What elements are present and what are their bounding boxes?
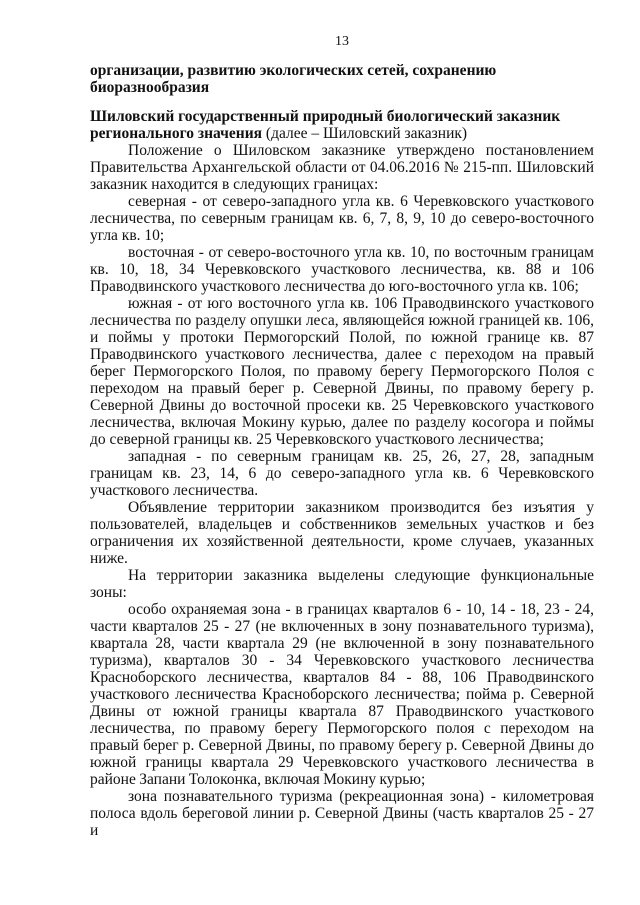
paragraph-west-border: западная - по северным границам кв. 25, 26, 27, 28, западным границам кв. 23, 14, 6 до северо-западного угла кв. 6 Черевковского участкового лесничества. — [90, 448, 594, 499]
top-heading: организации, развитию экологических сетей, сохранению биоразнообразия — [90, 62, 497, 96]
paragraph-tourism-zone: зона познавательного туризма (рекреационная зона) - километровая полоса вдоль береговой линии р. Северной Двины (часть кварталов 25 - 27 и — [90, 788, 594, 839]
section-title — [90, 108, 594, 142]
section-title-bold: Шиловский государственный природный биологический заказник регионального значения — [90, 108, 561, 142]
page-number: 13 — [335, 34, 349, 49]
paragraph-protected-zone: особо охраняемая зона - в границах кварталов 6 - 10, 14 - 18, 23 - 24, части кварталов 25 - 27 (не включенных в зону познавательного туризма), квартала 28, части квартала 29 (не включенной в зону познавательного туризма), кварталов 30 - 34 Черевковского участкового лесничества Красноборского лесничества, кварталов 84 - 88, 106 Праводвинского участкового лесничества Красноборского лесничества; пойма р. Северной Двины от южной границы квартала 87 Праводвинского участкового лесничества, по правому берегу Пермогорского полоя с переходом на правый берег р. Северной Двины, по правому берегу р. Северной Двины до южной границы квартала 29 Черевковского участкового лесничества в районе Запани Толоконка, включая Мокину курью; — [90, 601, 594, 788]
paragraph-intro: Положение о Шиловском заказнике утверждено постановлением Правительства Архангельской области от 04.06.2016 № 215-пп. Шиловский заказник находится в следующих границах: — [90, 142, 594, 193]
paragraph-south-border: южная - от юго восточного угла кв. 106 Праводвинского участкового лесничества по разделу опушки леса, являющейся южной границей кв. 106, и поймы у протоки Пермогорский Полой, по южной границе кв. 87 Праводвинского участкового лесничества, далее с переходом на правый берег Пермогорского Полоя, по правому берегу Пермогорского Полоя с переходом на правый берег р. Северной Двины, по правому берегу р. Северной Двины до восточной просеки кв. 25 Черевковского участкового лесничества, включая Мокину курью, далее по разделу косогора и поймы до северной границы кв. 25 Черевковского участкового лесничества; — [90, 295, 594, 448]
paragraph-north-border: северная - от северо-западного угла кв. 6 Черевковского участкового лесничества, по северным границам кв. 6, 7, 8, 9, 10 до северо-восточного угла кв. 10; — [90, 193, 594, 244]
document-page — [90, 34, 594, 839]
paragraph-zones-intro: На территории заказника выделены следующие функциональные зоны: — [90, 567, 594, 601]
section-title-suffix: (далее – Шиловский заказник) — [262, 125, 468, 142]
paragraph-east-border: восточная - от северо-восточного угла кв. 10, по восточным границам кв. 10, 18, 34 Черевковского участкового лесничества, кв. 88 и 106 Праводвинского участкового лесничества до юго-восточного угла кв. 106; — [90, 244, 594, 295]
paragraph-declaration: Объявление территории заказником производится без изъятия у пользователей, владельцев и собственников земельных участков и без ограничения их хозяйственной деятельности, кроме случаев, указанных ниже. — [90, 499, 594, 567]
